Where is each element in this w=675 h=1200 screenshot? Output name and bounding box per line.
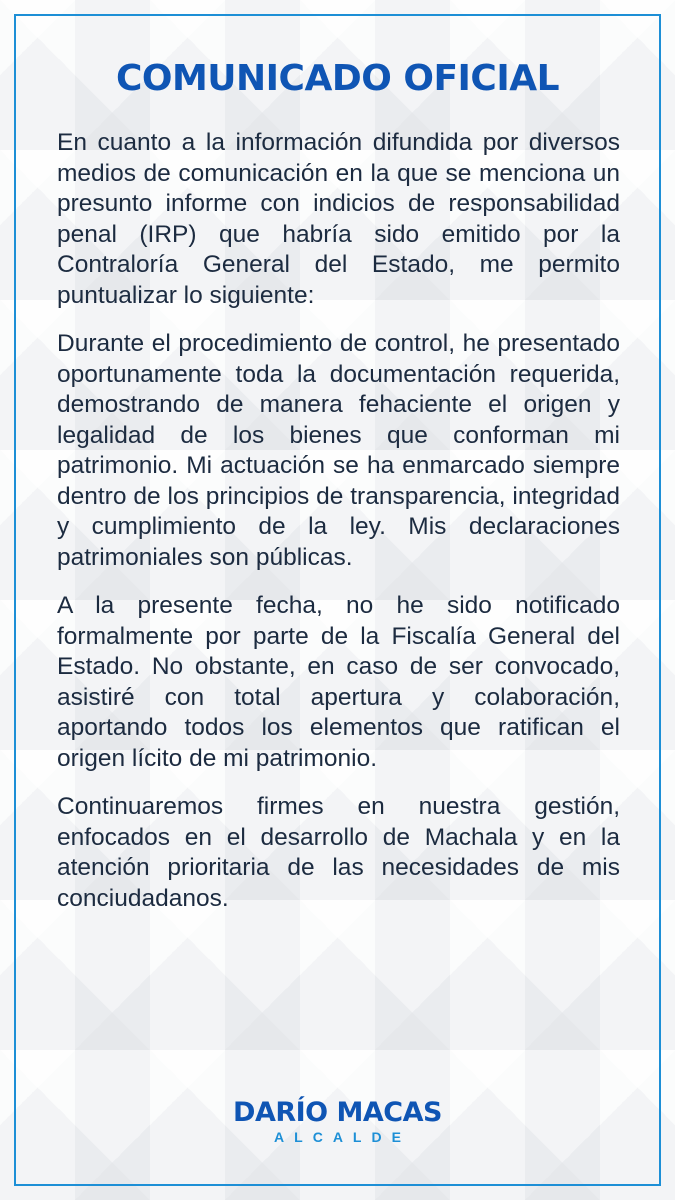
signature-block [0, 1098, 675, 1146]
paragraph-closing: Continuaremos firmes en nuestra gestión, enfocados en el desarrollo de Machala y en la atención prioritaria de las necesidades de mis conciudadanos. [57, 793, 620, 912]
signature-name: DARÍO MACAS [233, 1097, 442, 1128]
paragraph-notification: A la presente fecha, no he sido notificado formalmente por parte de la Fiscalía General del Estado. No obstante, en caso de ser convocado, asistiré con total apertura y colaboración, aportando todos los elementos que ratifican el origen lícito de mi patrimonio. [57, 592, 620, 772]
signature-role: ALCALDE [274, 1129, 411, 1145]
statement-body [57, 128, 620, 932]
page-title: COMUNICADO OFICIAL [115, 58, 560, 99]
paragraph-procedure: Durante el procedimiento de control, he presentado oportunamente toda la documentación requerida, demostrando de manera fehaciente el origen y legalidad de los bienes que conforman mi patrimonio. Mi actuación se ha enmarcado siempre dentro de los principios de transparencia, integridad y cumplimiento de la ley. Mis declaraciones patrimoniales son públicas. [57, 330, 620, 571]
paragraph-intro: En cuanto a la información difundida por diversos medios de comunicación en la que se menciona un presunto informe con indicios de responsabilidad penal (IRP) que habría sido emitido por la Contraloría General del Estado, me permito puntualizar lo siguiente: [57, 129, 620, 309]
